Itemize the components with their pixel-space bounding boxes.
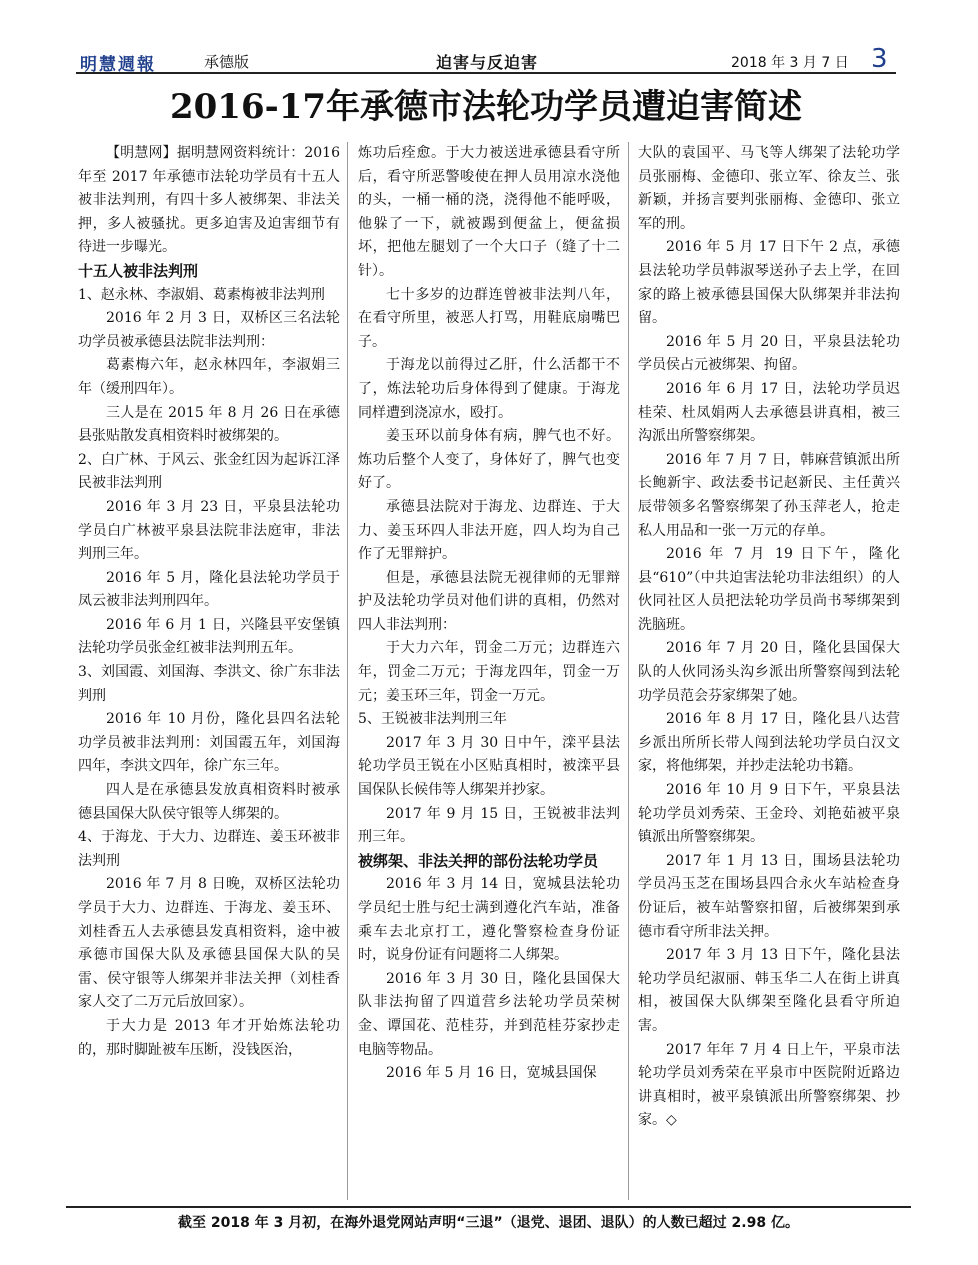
edition-label: 承德版 — [204, 53, 250, 71]
subsection-heading: 5、王锐被非法判刑三年 — [358, 711, 507, 728]
article-column-1 — [78, 142, 340, 1202]
subsection-heading: 1、赵永林、李淑娟、葛素梅被非法判刑 — [78, 286, 325, 303]
section-heading: 十五人被非法判刑 — [78, 261, 199, 280]
paragraph: 2016 年 5 月，隆化县法轮功学员于凤云被非法判刑四年。 — [78, 569, 340, 610]
paragraph: 炼功后痊愈。于大力被送进承德县看守所后，看守所恶警唆使在押人员用凉水浇他的头，一桶一桶的浇，浇得他不能呼吸，他躲了一下，就被踢到便盆上，便盆损坏，把他左腿划了一个大口子（缝了十二针）。 — [358, 145, 620, 279]
paragraph: 2016 年 10 月 9 日下午，平泉县法轮功学员刘秀荣、王金玲、刘艳茹被平泉镇派出所警察绑架。 — [638, 782, 900, 846]
paragraph: 2016 年 2 月 3 日，双桥区三名法轮功学员被承德县法院非法判刑： — [78, 310, 340, 350]
paragraph: 2016 年 5 月 16 日，宽城县国保 — [386, 1065, 597, 1082]
column-divider — [628, 142, 629, 1200]
paragraph: 但是，承德县法院无视律师的无罪辩护及法轮功学员对他们讲的真相，仍然对四人非法判刑： — [358, 569, 620, 633]
paragraph: 三人是在 2015 年 8 月 26 日在承德县张贴散发真相资料时被绑架的。 — [78, 404, 340, 445]
paragraph: 2016 年 6 月 1 日，兴隆县平安堡镇法轮功学员张金红被非法判刑五年。 — [78, 616, 340, 657]
paragraph: 【明慧网】据明慧网资料统计：2016 年至 2017 年承德市法轮功学员有十五人被非法判刑，有四十多人被绑架、非法关押，多人被骚扰。更多迫害及迫害细节有待进一步曝光。 — [78, 145, 340, 256]
paragraph: 2016 年 5 月 20 日，平泉县法轮功学员侯占元被绑架、拘留。 — [638, 333, 900, 374]
footer-notice: 截至 2018 年 3 月初，在海外退党网站声明“三退”（退党、退团、退队）的人数已超过 2.98 亿。 — [178, 1215, 799, 1231]
paragraph: 2017 年 9 月 15 日，王锐被非法判刑三年。 — [358, 805, 620, 846]
section-title: 迫害与反迫害 — [436, 53, 539, 72]
subsection-heading: 3、刘国霞、刘国海、李洪文、徐广东非法判刑 — [78, 664, 340, 704]
paragraph: 七十多岁的边群连曾被非法判八年，在看守所里，被恶人打骂，用鞋底扇嘴巴子。 — [358, 286, 620, 350]
paragraph: 姜玉环以前身体有病，脾气也不好。炼功后整个人变了，身体好了，脾气也变好了。 — [358, 428, 620, 492]
paragraph: 2016 年 5 月 17 日下午 2 点，承德县法轮功学员韩淑琴送孙子去上学，在回家的路上被承德县国保大队绑架并非法拘留。 — [638, 239, 900, 327]
paragraph: 大队的袁国平、马飞等人绑架了法轮功学员张丽梅、金德印、张立军、徐友兰、张新颖，并扬言要判张丽梅、金德印、张立军的刑。 — [638, 145, 900, 232]
paragraph: 2016 年 3 月 23 日，平泉县法轮功学员白广林被平泉县法院非法庭审，非法判刑三年。 — [78, 498, 340, 563]
issue-date: 2018 年 3 月 7 日 — [731, 55, 849, 71]
paragraph: 2016 年 3 月 30 日，隆化县国保大队非法拘留了四道营乡法轮功学员荣树金、谭国花、范桂芬，并到范桂芬家抄走电脑等物品。 — [358, 970, 620, 1058]
article-title: 2016-17年承德市法轮功学员遭迫害简述 — [169, 87, 803, 127]
paragraph: 2017 年 3 月 13 日下午，隆化县法轮功学员纪淑丽、韩玉华二人在街上讲真相，被国保大队绑架至隆化县看守所迫害。 — [638, 947, 900, 1034]
article-column-3 — [638, 142, 900, 1202]
column-divider — [347, 142, 348, 1200]
header-rule — [76, 72, 896, 74]
paragraph: 2016 年 8 月 17 日，隆化县八达营乡派出所所长带人闯到法轮功学员白汉文家，将他绑架，并抄走法轮功书籍。 — [638, 711, 900, 775]
paragraph: 承德县法院对于海龙、边群连、于大力、姜玉环四人非法开庭，四人均为自己作了无罪辩护。 — [358, 498, 620, 563]
paragraph: 2016 年 7 月 19 日下午，隆化县“610”（中共迫害法轮功非法组织）的人伙同社区人员把法轮功学员尚书琴绑架到洗脑班。 — [638, 546, 900, 633]
newspaper-brand: 明慧週報 — [80, 55, 156, 75]
article-column-2 — [358, 142, 620, 1202]
paragraph: 2017 年年 7 月 4 日上午，平泉市法轮功学员刘秀荣在平泉市中医院附近路边讲真相时，被平泉镇派出所警察绑架、抄家。◇ — [638, 1041, 900, 1129]
subsection-heading: 4、于海龙、于大力、边群连、姜玉环被非法判刑 — [78, 829, 340, 869]
paragraph: 2017 年 1 月 13 日，围场县法轮功学员冯玉芝在围场县四合永火车站检查身份证后，被车站警察扣留，后被绑架到承德市看守所非法关押。 — [638, 852, 900, 940]
paragraph: 于海龙以前得过乙肝，什么活都干不了，炼法轮功后身体得到了健康。于海龙同样遭到浇凉水，殴打。 — [358, 357, 620, 421]
paragraph: 2016 年 3 月 14 日，宽城县法轮功学员纪士胜与纪士满到遵化汽车站，准备乘车去北京打工，遵化警察检查身份证时，说身份证有问题将二人绑架。 — [358, 876, 620, 964]
paragraph: 于大力是 2013 年才开始炼法轮功的，那时脚趾被车压断，没钱医治， — [78, 1017, 340, 1058]
paragraph: 四人是在承德县发放真相资料时被承德县国保大队侯守银等人绑架的。 — [78, 782, 340, 822]
paragraph: 2016 年 6 月 17 日，法轮功学员迟桂荣、杜凤娟两人去承德县讲真相，被三沟派出所警察绑架。 — [638, 380, 900, 445]
paragraph: 2016 年 10 月份，隆化县四名法轮功学员被非法判刑：刘国霞五年，刘国海四年，李洪文四年，徐广东三年。 — [78, 711, 340, 775]
page-header — [76, 44, 896, 74]
paragraph: 葛素梅六年，赵永林四年，李淑娟三年（缓刑四年）。 — [78, 357, 340, 397]
paragraph: 2016 年 7 月 20 日，隆化县国保大队的人伙同汤头沟乡派出所警察闯到法轮功学员范会芬家绑架了她。 — [638, 640, 900, 704]
section-heading: 被绑架、非法关押的部份法轮功学员 — [358, 851, 599, 870]
paragraph: 2017 年 3 月 30 日中午，滦平县法轮功学员王锐在小区贴真相时，被滦平县国保队长候伟等人绑架并抄家。 — [358, 734, 620, 799]
footer-rule — [66, 1206, 911, 1208]
subsection-heading: 2、白广林、于风云、张金红因为起诉江泽民被非法判刑 — [78, 451, 340, 492]
paragraph: 于大力六年，罚金二万元；边群连六年，罚金二万元；于海龙四年，罚金一万元；姜玉环三年，罚金一万元。 — [358, 640, 620, 704]
page-number: 3 — [871, 44, 888, 74]
paragraph: 2016 年 7 月 8 日晚，双桥区法轮功学员于大力、边群连、于海龙、姜玉环、刘桂香五人去承德县发真相资料，途中被承德市国保大队及承德县国保大队的吴雷、侯守银等人绑架并非法关押（刘桂香家人交了二万元后放回家）。 — [78, 876, 340, 1011]
paragraph: 2016 年 7 月 7 日，韩麻营镇派出所长鲍新宇、政法委书记赵新民、主任黄兴辰带领多名警察绑架了孙玉萍老人，抢走私人用品和一张一万元的存单。 — [638, 451, 900, 539]
